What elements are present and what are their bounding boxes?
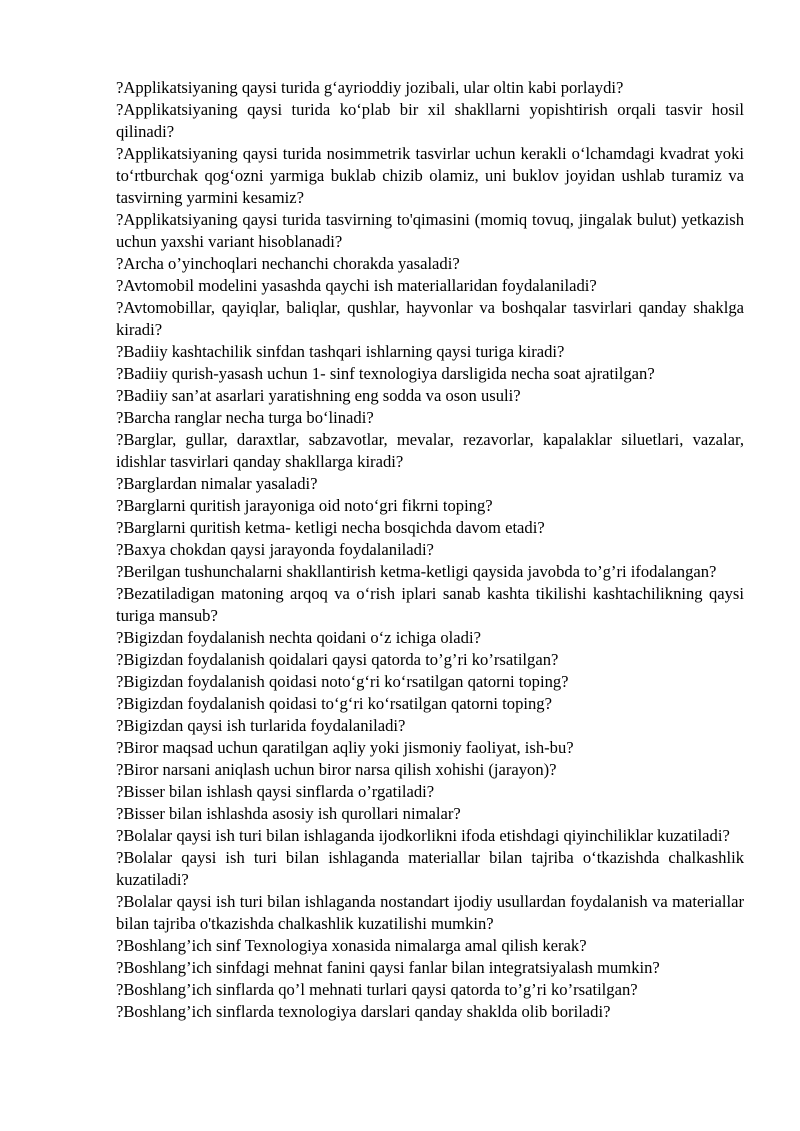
- question-item: ?Barcha ranglar necha turga bo‘linadi?: [116, 408, 374, 427]
- question-item: ?Bigizdan foydalanish qoidalari qaysi qatorda to’g’ri ko’rsatilgan?: [116, 650, 559, 669]
- question-item: ?Barglar, gullar, daraxtlar, sabzavotlar, mevalar, rezavorlar, kapalaklar siluetlari, vazalar, idishlar tasvirlari qanday shakllarga kiradi?: [116, 430, 744, 471]
- question-item: ?Bigizdan qaysi ish turlarida foydalaniladi?: [116, 716, 406, 735]
- question-item: ?Applikatsiyaning qaysi turida g‘ayrioddiy jozibali, ular oltin kabi porlaydi?: [116, 78, 624, 97]
- question-item: ?Boshlang’ich sinflarda texnologiya darslari qanday shaklda olib boriladi?: [116, 1002, 611, 1021]
- question-item: ?Applikatsiyaning qaysi turida nosimmetrik tasvirlar uchun kerakli o‘lchamdagi kvadrat yoki to‘rtburchak qog‘ozni yarmiga buklab chizib olamiz, uni buklov joyidan ushlab turamiz va tasvirning yarmini kesamiz?: [116, 144, 744, 207]
- question-item: ?Avtomobil modelini yasashda qaychi ish materiallaridan foydalaniladi?: [116, 276, 597, 295]
- question-item: ?Badiiy kashtachilik sinfdan tashqari ishlarning qaysi turiga kiradi?: [116, 342, 565, 361]
- question-item: ?Barglarni quritish jarayoniga oid noto‘gri fikrni toping?: [116, 496, 493, 515]
- question-item: ?Barglardan nimalar yasaladi?: [116, 474, 318, 493]
- question-item: ?Boshlang’ich sinflarda qo’l mehnati turlari qaysi qatorda to’g’ri ko’rsatilgan?: [116, 980, 638, 999]
- question-item: ?Baxya chokdan qaysi jarayonda foydalaniladi?: [116, 540, 434, 559]
- question-item: ?Biror narsani aniqlash uchun biror narsa qilish xohishi (jarayon)?: [116, 760, 557, 779]
- question-item: ?Barglarni quritish ketma- ketligi necha bosqichda davom etadi?: [116, 518, 545, 537]
- question-item: ?Bisser bilan ishlash qaysi sinflarda o’rgatiladi?: [116, 782, 435, 801]
- question-item: ?Applikatsiyaning qaysi turida ko‘plab bir xil shakllarni yopishtirish orqali tasvir hosil qilinadi?: [116, 100, 744, 141]
- question-item: ?Bolalar qaysi ish turi bilan ishlaganda nostandart ijodiy usullardan foydalanish va materiallar bilan tajriba o'tkazishda chalkashlik kuzatilishi mumkin?: [116, 892, 744, 933]
- question-item: ?Bezatiladigan matoning arqoq va o‘rish iplari sanab kashta tikilishi kashtachilikning qaysi turiga mansub?: [116, 584, 744, 625]
- question-list: [116, 77, 744, 1023]
- question-item: ?Archa o’yinchoqlari nechanchi chorakda yasaladi?: [116, 254, 460, 273]
- question-item: ?Berilgan tushunchalarni shakllantirish ketma-ketligi qaysida javobda to’g’ri ifodalangan?: [116, 562, 717, 581]
- question-item: ?Boshlang’ich sinf Texnologiya xonasida nimalarga amal qilish kerak?: [116, 936, 587, 955]
- question-item: ?Badiiy san’at asarlari yaratishning eng sodda va oson usuli?: [116, 386, 521, 405]
- question-item: ?Bolalar qaysi ish turi bilan ishlaganda materiallar bilan tajriba o‘tkazishda chalkashlik kuzatiladi?: [116, 848, 744, 889]
- question-item: ?Applikatsiyaning qaysi turida tasvirning to'qimasini (momiq tovuq, jingalak bulut) yetkazish uchun yaxshi variant hisoblanadi?: [116, 210, 744, 251]
- question-item: ?Boshlang’ich sinfdagi mehnat fanini qaysi fanlar bilan integratsiyalash mumkin?: [116, 958, 660, 977]
- question-item: ?Bigizdan foydalanish nechta qoidani o‘z ichiga oladi?: [116, 628, 481, 647]
- question-item: ?Bigizdan foydalanish qoidasi to‘g‘ri ko‘rsatilgan qatorni toping?: [116, 694, 552, 713]
- question-item: ?Biror maqsad uchun qaratilgan aqliy yoki jismoniy faoliyat, ish-bu?: [116, 738, 574, 757]
- question-item: ?Bigizdan foydalanish qoidasi noto‘g‘ri ko‘rsatilgan qatorni toping?: [116, 672, 569, 691]
- question-item: ?Badiiy qurish-yasash uchun 1- sinf texnologiya darsligida necha soat ajratilgan?: [116, 364, 655, 383]
- question-item: ?Bolalar qaysi ish turi bilan ishlaganda ijodkorlikni ifoda etishdagi qiyinchiliklar kuzatiladi?: [116, 826, 730, 845]
- question-item: ?Bisser bilan ishlashda asosiy ish qurollari nimalar?: [116, 804, 461, 823]
- question-item: ?Avtomobillar, qayiqlar, baliqlar, qushlar, hayvonlar va boshqalar tasvirlari qanday shaklga kiradi?: [116, 298, 744, 339]
